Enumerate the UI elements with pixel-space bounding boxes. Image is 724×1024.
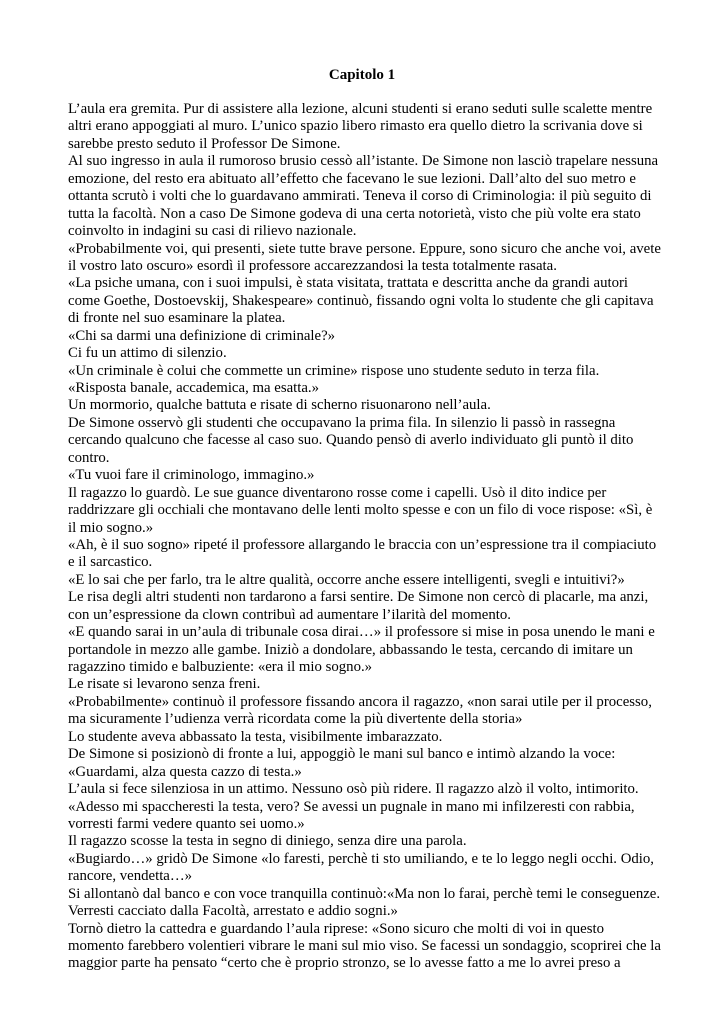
text-line: maggior parte ha pensato “certo che è proprio stronzo, se lo avesse fatto a me lo avrei preso a <box>68 955 621 972</box>
text-line: «Ah, è il suo sogno» ripeté il professore allargando le braccia con un’espressione tra il compiaciuto <box>68 536 657 553</box>
text-line: L’aula era gremita. Pur di assistere alla lezione, alcuni studenti si erano seduti sulle scalette mentre <box>68 101 653 117</box>
text-line: «Chi sa darmi una definizione di criminale?» <box>68 327 336 344</box>
text-line: tutta la facoltà. Non a caso De Simone godeva di una certa notorietà, visto che più volte era stato <box>68 205 641 222</box>
text-line: il mio sogno.» <box>68 519 154 536</box>
text-line: coinvolto in indagini su casi di rilievo nazionale. <box>68 223 357 240</box>
chapter-body <box>68 101 661 973</box>
text-line: De Simone si posizionò di fronte a lui, appoggiò le mani sul banco e intimò alzando la voce: <box>68 746 616 763</box>
text-line: il vostro lato oscuro» esordì il professore accarezzandosi la testa totalmente rasata. <box>68 257 557 274</box>
text-line: sarebbe presto seduto il Professor De Simone. <box>68 135 341 152</box>
text-line: Si allontanò dal banco e con voce tranquilla continuò:«Ma non lo farai, perchè temi le conseguenze. <box>68 885 661 902</box>
text-line: «Guardami, alza questa cazzo di testa.» <box>68 763 302 780</box>
text-line: De Simone osservò gli studenti che occupavano la prima fila. In silenzio li passò in rassegna <box>68 414 616 431</box>
text-line: Le risa degli altri studenti non tardarono a farsi sentire. De Simone non cercò di placarle, ma anzi, <box>68 589 649 606</box>
text-line: vorresti farmi vedere quanto sei uomo.» <box>68 815 305 832</box>
text-line: con un’espressione da clown contribuì ad aumentare l’ilarità del momento. <box>68 606 511 623</box>
text-line: ma sicuramente l’udienza verrà ricordata come la più divertente della storia» <box>68 711 523 728</box>
text-line: «E lo sai che per farlo, tra le altre qualità, occorre anche essere intelligenti, svegli e intuitivi?» <box>68 571 625 588</box>
text-line: di fronte nel suo esaminare la platea. <box>68 310 286 327</box>
text-line: Il ragazzo scosse la testa in segno di diniego, senza dire una parola. <box>68 833 467 850</box>
text-line: «Bugiardo…» gridò De Simone «lo faresti, perchè ti sto umiliando, e te lo leggo negli occhi. Odio, <box>68 850 655 867</box>
text-line: Un mormorio, qualche battuta e risate di scherno risuonarono nell’aula. <box>68 397 491 414</box>
text-line: e il sarcastico. <box>68 554 153 571</box>
chapter-title: Capitolo 1 <box>328 67 396 83</box>
text-line: Verresti cacciato dalla Facoltà, arrestato e addio sogni.» <box>68 903 398 920</box>
text-line: «Probabilmente voi, qui presenti, siete tutte brave persone. Eppure, sono sicuro che anche voi, avete <box>68 240 661 257</box>
text-line: altri erano appoggiati al muro. L’unico spazio libero rimasto era quello dietro la scrivania dove si <box>68 118 643 135</box>
text-line: Il ragazzo lo guardò. Le sue guance diventarono rosse come i capelli. Usò il dito indice per <box>68 484 607 501</box>
text-line: portandole in mezzo alle gambe. Iniziò a dondolare, abbassando le testa, cercando di imitare un <box>68 641 633 658</box>
text-line: Al suo ingresso in aula il rumoroso brusio cessò all’istante. De Simone non lasciò trapelare nessuna <box>68 153 659 170</box>
text-line: «E quando sarai in un’aula di tribunale cosa dirai…» il professore si mise in posa unendo le mani e <box>68 624 655 641</box>
text-line: «Tu vuoi fare il criminologo, immagino.» <box>68 467 315 484</box>
text-line: ragazzino timido e balbuziente: «era il mio sogno.» <box>68 659 373 675</box>
text-line: «Un criminale è colui che commette un crimine» rispose uno studente seduto in terza fila. <box>68 362 600 379</box>
text-line: «Risposta banale, accademica, ma esatta.» <box>68 380 320 396</box>
text-line: momento farebbero volentieri vibrare le mani sul mio viso. Se facessi un sondaggio, scoprirei che la <box>68 938 661 954</box>
text-line: «La psiche umana, con i suoi impulsi, è stata visitata, trattata e descritta anche da grandi autori <box>68 275 629 292</box>
text-line: Lo studente aveva abbassato la testa, visibilmente imbarazzato. <box>68 728 443 745</box>
text-line: come Goethe, Dostoevskij, Shakespeare» continuò, fissando ogni volta lo studente che gli capitava <box>68 292 654 309</box>
text-line: ottanta scrutò i volti che lo guardavano ammirati. Teneva il corso di Criminologia: il più seguito di <box>68 188 652 205</box>
text-line: contro. <box>68 449 110 466</box>
text-line: «Adesso mi spaccheresti la testa, vero? Se avessi un pugnale in mano mi infilzeresti con rabbia, <box>68 798 635 815</box>
text-line: raddrizzare gli occhiali che montavano delle lenti molto spesse e con un filo di voce rispose: «Sì, è <box>68 502 653 519</box>
text-line: Ci fu un attimo di silenzio. <box>68 345 227 362</box>
text-line: Tornò dietro la cattedra e guardando l’aula riprese: «Sono sicuro che molti di voi in questo <box>68 920 605 937</box>
text-line: «Probabilmente» continuò il professore fissando ancora il ragazzo, «non sarai utile per il processo, <box>68 693 652 710</box>
text-line: emozione, del resto era abituato all’effetto che facevano le sue lezioni. Dall’alto del suo metro e <box>68 170 636 187</box>
text-line: cercando qualcuno che facesse al caso suo. Quando pensò di averlo individuato gli puntò il dito <box>68 432 634 449</box>
text-line: rancore, vendetta…» <box>68 868 193 885</box>
text-line: Le risate si levarono senza freni. <box>68 676 261 693</box>
text-line: L’aula si fece silenziosa in un attimo. Nessuno osò più ridere. Il ragazzo alzò il volto, intimorito. <box>68 781 639 798</box>
